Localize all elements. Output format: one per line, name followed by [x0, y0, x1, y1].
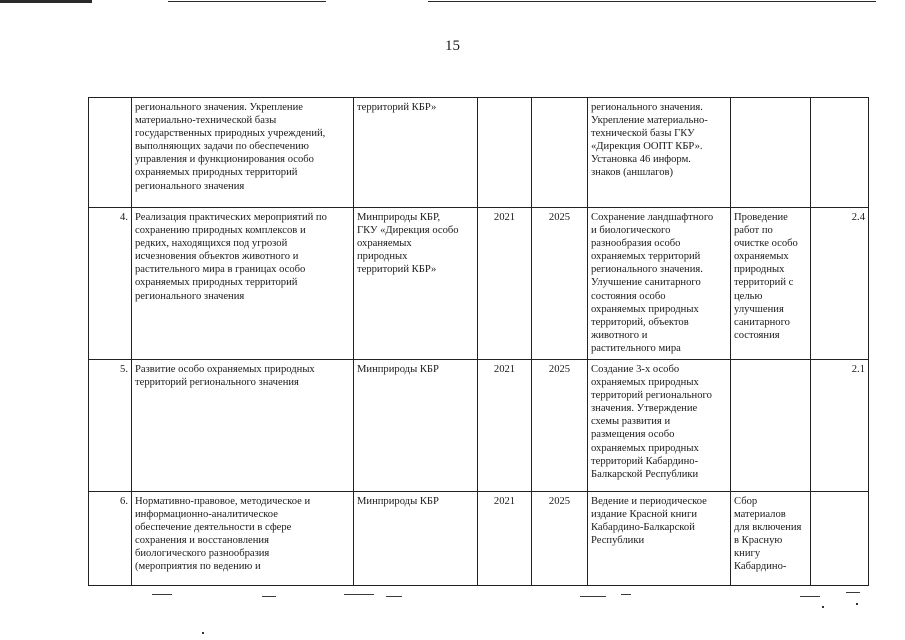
scan-fragment: [621, 594, 631, 595]
cell-text-line: Минприроды КБР: [357, 364, 439, 375]
table-row: [89, 360, 869, 492]
cell-text-line: растительного мира: [591, 342, 681, 354]
table-row: [89, 208, 869, 360]
scan-speck: [822, 606, 824, 608]
cell-text-line: для включения: [734, 522, 802, 534]
cell-text: 2021: [493, 496, 516, 507]
cell-text-line: Республики: [591, 535, 645, 547]
cell-end-year: [532, 360, 588, 492]
cell-text-line: в Красную: [734, 535, 783, 547]
page-bottom-cut: [0, 586, 905, 640]
cell-text-line: Укрепление материально-: [591, 115, 708, 127]
cell-text-line: природных: [357, 251, 408, 263]
cell-measure-name: [132, 360, 354, 492]
cell-text-line: улучшения: [734, 303, 784, 315]
cell-executor: [354, 208, 478, 360]
cell-text-line: охраняемых территорий: [591, 251, 701, 263]
cell-text-line: информационно-аналитическое: [135, 509, 278, 521]
scan-artifact-top-left: [0, 0, 92, 3]
cell-text-line: Реализация практических мероприятий по: [135, 212, 327, 223]
cell-text-line: регионального значения: [135, 180, 245, 192]
cell-text: 2.1: [851, 364, 865, 375]
scan-fragment: [152, 594, 172, 595]
cell-text-line: территорий КБР»: [357, 102, 437, 113]
page-number: 15: [445, 38, 460, 54]
cell-text-line: выполняющих задачи по обеспечению: [135, 141, 309, 153]
cell-text-line: охраняемых природных территорий: [135, 167, 298, 179]
cell-text-line: Ведение и периодическое: [591, 496, 707, 507]
cell-text-line: книгу: [734, 548, 761, 560]
cell-connection: [731, 98, 811, 208]
cell-text-line: территорий Кабардино-: [591, 455, 699, 467]
cell-text-line: работ по: [734, 225, 773, 237]
cell-text-line: охраняемых: [357, 238, 412, 250]
cell-text-line: животного и: [591, 329, 648, 341]
cell-text-line: охраняемых природных: [591, 442, 699, 454]
cell-number: [89, 208, 132, 360]
cell-text-line: целью: [734, 290, 763, 302]
scan-speck: [202, 632, 204, 634]
cell-text-line: знаков (аншлагов): [591, 167, 674, 179]
scan-fragment: [580, 596, 606, 597]
cell-text-line: Сбор: [734, 496, 758, 507]
cell-executor: [354, 492, 478, 586]
cell-text-line: управления и функционирования особо: [135, 154, 314, 166]
cell-indicator-code: [811, 208, 869, 360]
cell-text-line: материалов: [734, 509, 786, 521]
cell-text-line: охраняемых: [734, 251, 789, 263]
cell-text-line: санитарного: [734, 316, 790, 328]
cell-expected-result: [588, 492, 731, 586]
cell-text-line: территорий с: [734, 277, 794, 289]
cell-text: 5.: [120, 364, 128, 375]
scan-fragment: [344, 594, 374, 595]
cell-start-year: [478, 98, 532, 208]
cell-expected-result: [588, 360, 731, 492]
cell-text-line: сохранению природных комплексов и: [135, 225, 306, 237]
cell-text-line: исчезновения объектов животного и: [135, 251, 299, 263]
cell-text-line: Минприроды КБР,: [357, 212, 441, 223]
scan-fragment: [386, 596, 402, 597]
scan-fragment: [262, 596, 276, 597]
cell-text-line: значения. Утверждение: [591, 403, 698, 415]
cell-text: 2.4: [851, 212, 865, 223]
cell-text-line: (мероприятия по ведению и: [135, 561, 261, 573]
cell-indicator-code: [811, 360, 869, 492]
cell-text-line: Нормативно-правовое, методическое и: [135, 496, 311, 507]
cell-text-line: Балкарской Республики: [591, 468, 699, 480]
measures-table: [88, 97, 869, 586]
cell-start-year: [478, 492, 532, 586]
cell-connection: [731, 360, 811, 492]
cell-text-line: регионального значения. Укрепление: [135, 102, 303, 113]
cell-text-line: территорий регионального значения: [135, 377, 299, 389]
cell-text: 6.: [120, 496, 128, 507]
cell-text-line: состояния: [734, 329, 780, 341]
scan-fragment: [846, 592, 860, 593]
cell-text-line: природных: [734, 264, 785, 276]
cell-measure-name: [132, 492, 354, 586]
cell-text: 2021: [493, 364, 516, 375]
cell-measure-name: [132, 208, 354, 360]
cell-start-year: [478, 360, 532, 492]
cell-text-line: Установка 46 информ.: [591, 154, 691, 166]
cell-text-line: издание Красной книги: [591, 509, 697, 521]
cell-connection: [731, 492, 811, 586]
cell-connection: [731, 208, 811, 360]
cell-text-line: сохранения и восстановления: [135, 535, 269, 547]
cell-text-line: разнообразия особо: [591, 238, 681, 250]
cell-text-line: состояния особо: [591, 290, 666, 302]
cell-text-line: Кабардино-: [734, 561, 787, 573]
cell-text-line: «Дирекция ООПТ КБР».: [591, 141, 703, 153]
cell-text-line: обеспечение деятельности в сфере: [135, 522, 292, 534]
cell-expected-result: [588, 98, 731, 208]
cell-expected-result: [588, 208, 731, 360]
scan-artifact-top-right: [428, 1, 876, 2]
cell-measure-name: [132, 98, 354, 208]
cell-text-line: охраняемых природных территорий: [135, 277, 298, 289]
cell-text-line: регионального значения: [135, 290, 245, 302]
cell-text-line: ГКУ «Дирекция особо: [357, 225, 459, 237]
cell-text-line: схемы развития и: [591, 416, 671, 428]
cell-text-line: размещения особо: [591, 429, 675, 441]
cell-number: [89, 98, 132, 208]
cell-end-year: [532, 98, 588, 208]
table-row: [89, 98, 869, 208]
cell-executor: [354, 360, 478, 492]
table-row: [89, 492, 869, 586]
cell-end-year: [532, 492, 588, 586]
cell-text-line: Проведение: [734, 212, 788, 223]
cell-text-line: технической базы ГКУ: [591, 128, 695, 140]
cell-text-line: территорий, объектов: [591, 316, 689, 328]
cell-executor: [354, 98, 478, 208]
cell-text-line: регионального значения.: [591, 264, 703, 276]
cell-text: 2025: [548, 212, 571, 223]
cell-text-line: регионального значения.: [591, 102, 703, 113]
cell-text-line: государственных природных учреждений,: [135, 128, 326, 140]
cell-text-line: биологического разнообразия: [135, 548, 270, 560]
cell-number: [89, 492, 132, 586]
cell-text-line: редких, находящихся под угрозой: [135, 238, 288, 250]
scan-artifact-top-mid: [168, 1, 326, 2]
cell-text: 2025: [548, 496, 571, 507]
scan-fragment: [800, 596, 820, 597]
cell-text-line: растительного мира в границах особо: [135, 264, 306, 276]
cell-text-line: Развитие особо охраняемых природных: [135, 364, 315, 375]
cell-end-year: [532, 208, 588, 360]
cell-text-line: очистке особо: [734, 238, 798, 250]
cell-text-line: Создание 3-х особо: [591, 364, 680, 375]
cell-text-line: Кабардино-Балкарской: [591, 522, 695, 534]
cell-text-line: охраняемых природных: [591, 377, 699, 389]
cell-text: 4.: [120, 212, 128, 223]
cell-number: [89, 360, 132, 492]
cell-indicator-code: [811, 98, 869, 208]
cell-text-line: Минприроды КБР: [357, 496, 439, 507]
scan-speck: [856, 603, 858, 605]
cell-text-line: Сохранение ландшафтного: [591, 212, 714, 223]
cell-text: 2021: [493, 212, 516, 223]
cell-start-year: [478, 208, 532, 360]
cell-text-line: и биологического: [591, 225, 671, 237]
cell-text-line: территорий КБР»: [357, 264, 437, 276]
cell-text-line: материально-технической базы: [135, 115, 277, 127]
cell-text-line: территорий регионального: [591, 390, 712, 402]
cell-indicator-code: [811, 492, 869, 586]
cell-text: 2025: [548, 364, 571, 375]
cell-text-line: охраняемых природных: [591, 303, 699, 315]
cell-text-line: Улучшение санитарного: [591, 277, 701, 289]
